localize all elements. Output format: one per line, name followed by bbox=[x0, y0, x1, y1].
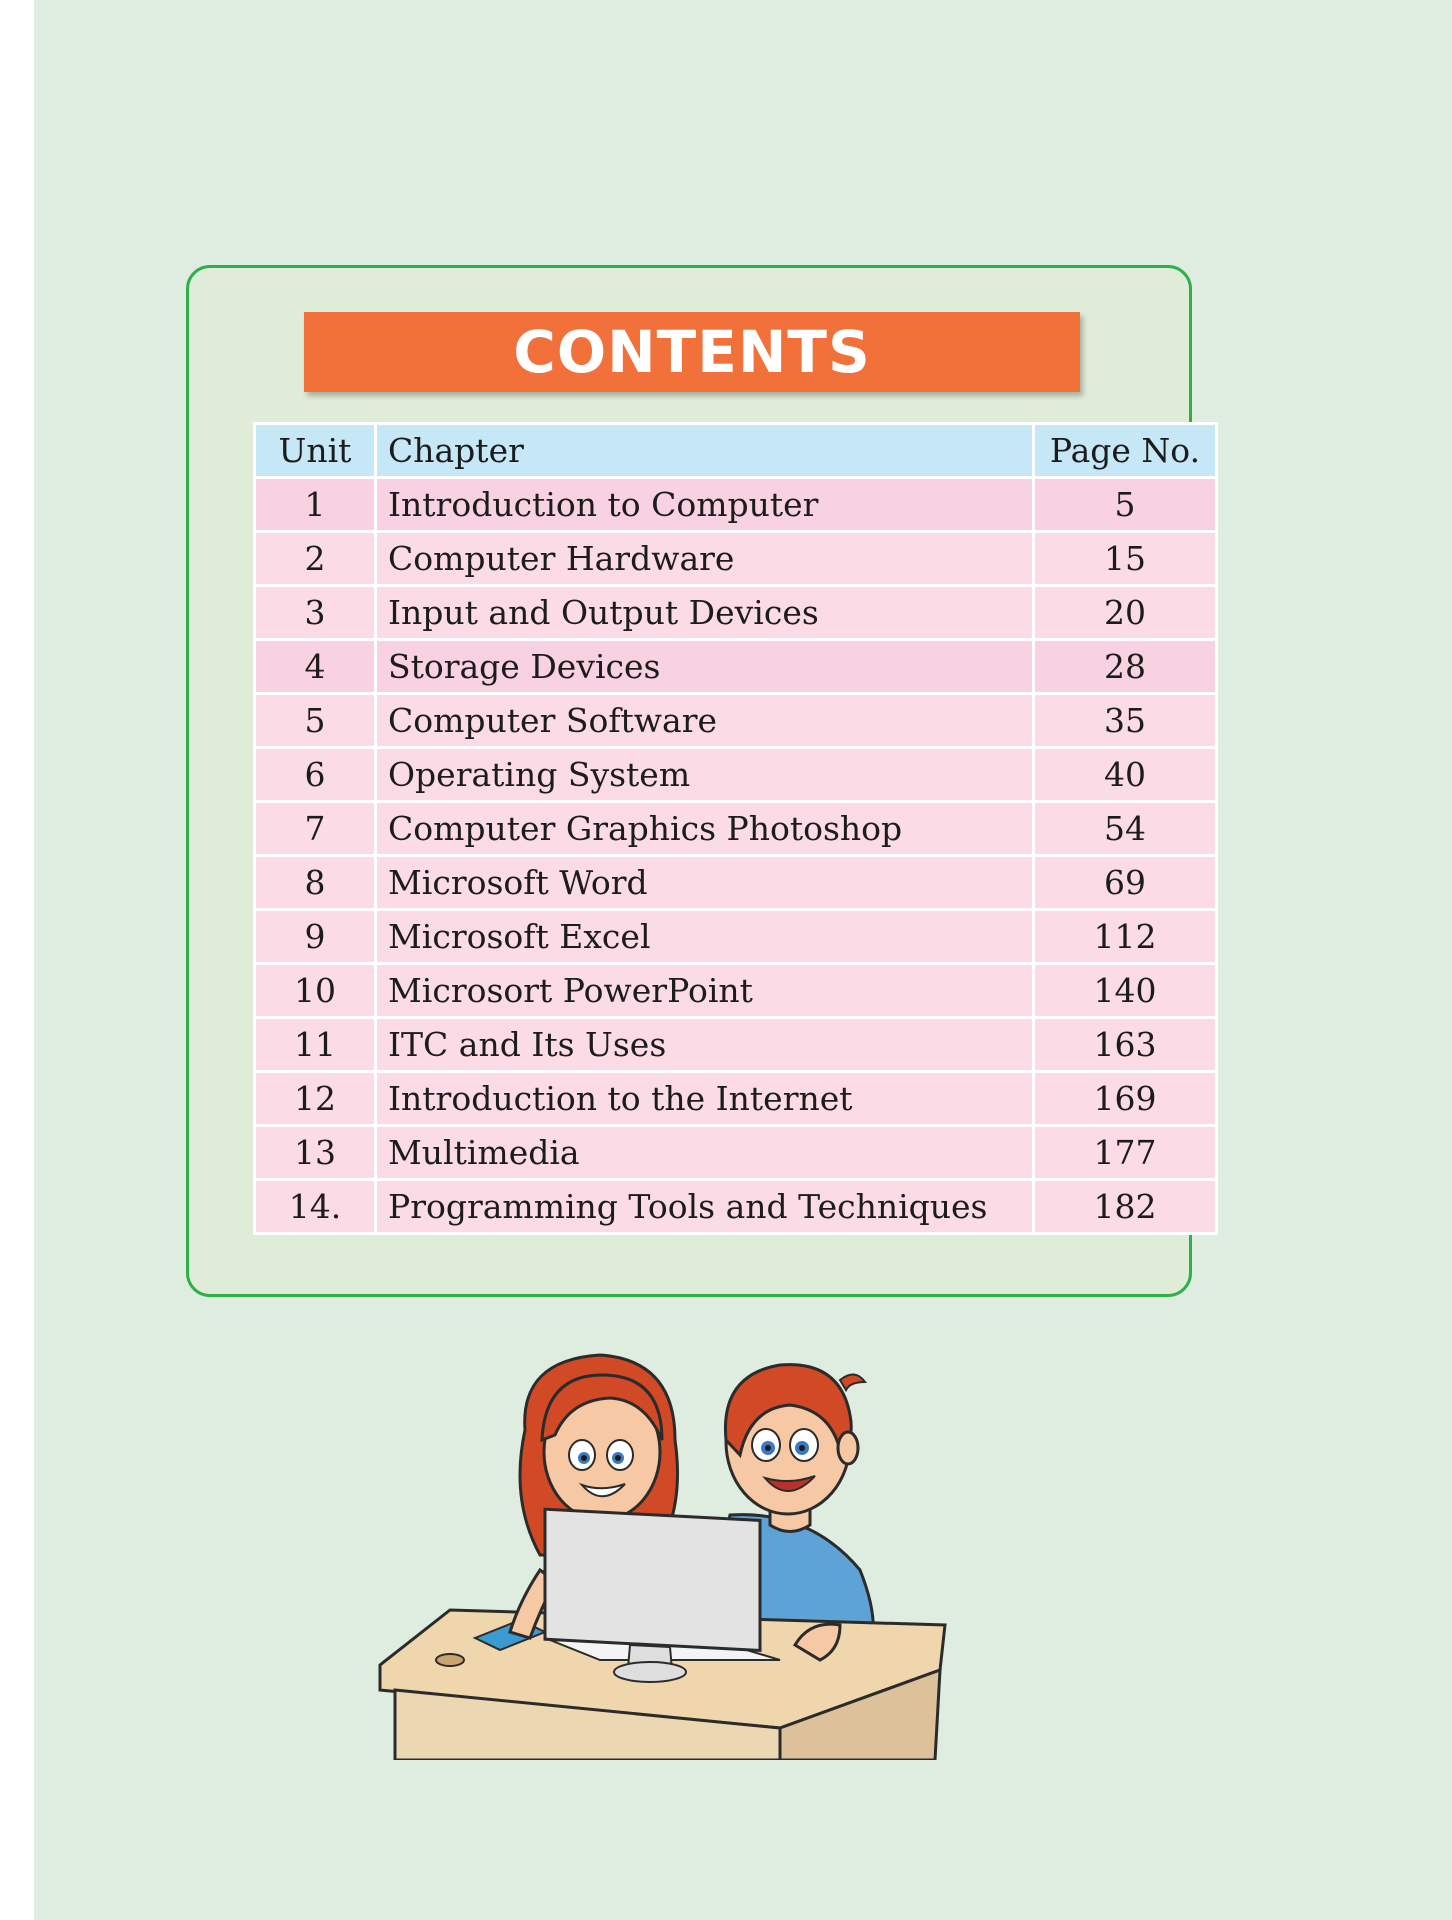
table-row bbox=[255, 802, 1217, 856]
table-row bbox=[255, 964, 1217, 1018]
unit-number: 9 bbox=[255, 910, 376, 964]
chapter-title: Introduction to the Internet bbox=[376, 1072, 1034, 1126]
unit-number: 13 bbox=[255, 1126, 376, 1180]
table-header-row bbox=[255, 424, 1217, 478]
page-number: 69 bbox=[1034, 856, 1217, 910]
page-number: 169 bbox=[1034, 1072, 1217, 1126]
chapter-title: Microsoft Word bbox=[376, 856, 1034, 910]
chapter-title: Operating System bbox=[376, 748, 1034, 802]
chapter-title: Storage Devices bbox=[376, 640, 1034, 694]
contents-banner bbox=[304, 312, 1080, 392]
page-number: 54 bbox=[1034, 802, 1217, 856]
chapter-title: ITC and Its Uses bbox=[376, 1018, 1034, 1072]
chapter-title: Introduction to Computer bbox=[376, 478, 1034, 532]
table-row bbox=[255, 748, 1217, 802]
chapter-title: Programming Tools and Techniques bbox=[376, 1180, 1034, 1234]
page-number: 182 bbox=[1034, 1180, 1217, 1234]
unit-number: 8 bbox=[255, 856, 376, 910]
page-number: 5 bbox=[1034, 478, 1217, 532]
chapter-title: Microsoft Excel bbox=[376, 910, 1034, 964]
table-row bbox=[255, 1180, 1217, 1234]
chapter-title: Computer Graphics Photoshop bbox=[376, 802, 1034, 856]
page-number: 20 bbox=[1034, 586, 1217, 640]
unit-number: 2 bbox=[255, 532, 376, 586]
table-row bbox=[255, 586, 1217, 640]
unit-number: 10 bbox=[255, 964, 376, 1018]
contents-table bbox=[253, 422, 1218, 1235]
chapter-title: Computer Software bbox=[376, 694, 1034, 748]
header-page: Page No. bbox=[1034, 424, 1217, 478]
unit-number: 5 bbox=[255, 694, 376, 748]
chapter-title: Computer Hardware bbox=[376, 532, 1034, 586]
children-computer-illustration bbox=[370, 1320, 950, 1760]
table-row bbox=[255, 640, 1217, 694]
unit-number: 14. bbox=[255, 1180, 376, 1234]
chapter-title: Microsort PowerPoint bbox=[376, 964, 1034, 1018]
contents-title: CONTENTS bbox=[513, 318, 871, 386]
header-unit: Unit bbox=[255, 424, 376, 478]
page-number: 40 bbox=[1034, 748, 1217, 802]
page-number: 177 bbox=[1034, 1126, 1217, 1180]
unit-number: 1 bbox=[255, 478, 376, 532]
unit-number: 3 bbox=[255, 586, 376, 640]
table-row bbox=[255, 694, 1217, 748]
table-row bbox=[255, 532, 1217, 586]
page-number: 15 bbox=[1034, 532, 1217, 586]
table-row bbox=[255, 856, 1217, 910]
table-row bbox=[255, 910, 1217, 964]
unit-number: 11 bbox=[255, 1018, 376, 1072]
page-number: 140 bbox=[1034, 964, 1217, 1018]
page-number: 35 bbox=[1034, 694, 1217, 748]
chapter-title: Multimedia bbox=[376, 1126, 1034, 1180]
unit-number: 12 bbox=[255, 1072, 376, 1126]
unit-number: 4 bbox=[255, 640, 376, 694]
table-row bbox=[255, 1126, 1217, 1180]
chapter-title: Input and Output Devices bbox=[376, 586, 1034, 640]
unit-number: 7 bbox=[255, 802, 376, 856]
table-row bbox=[255, 1072, 1217, 1126]
page-number: 163 bbox=[1034, 1018, 1217, 1072]
header-chapter: Chapter bbox=[376, 424, 1034, 478]
unit-number: 6 bbox=[255, 748, 376, 802]
page-number: 28 bbox=[1034, 640, 1217, 694]
page-number: 112 bbox=[1034, 910, 1217, 964]
table-row bbox=[255, 1018, 1217, 1072]
table-row bbox=[255, 478, 1217, 532]
